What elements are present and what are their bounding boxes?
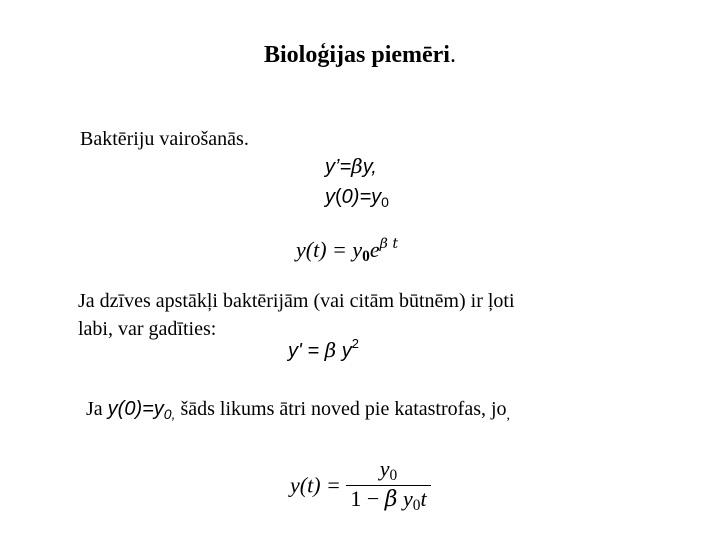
ic-open-paren: ( xyxy=(335,186,342,208)
ode-line1 xyxy=(325,154,377,179)
ode-line2 xyxy=(325,186,389,210)
ode-rhs: y, xyxy=(362,156,377,178)
ode2-lhs: y' = xyxy=(288,340,325,362)
logistic-ode xyxy=(288,336,359,363)
ic-sub: 0 xyxy=(381,194,389,210)
den-minus: − xyxy=(361,486,385,511)
title-text: Bioloģijas piemēri xyxy=(264,42,450,68)
exp-y: y xyxy=(352,237,363,262)
paragraph-line2: labi, var gadīties: xyxy=(78,318,217,340)
fraction-numerator xyxy=(346,456,430,485)
beta-symbol: β xyxy=(351,154,363,178)
den-sub: 0 xyxy=(412,497,421,514)
num-y: y xyxy=(379,456,390,481)
den-one: 1 xyxy=(350,486,362,511)
ode2-power: 2 xyxy=(351,336,359,351)
fraction-solution xyxy=(290,456,431,515)
exp-lhs: y(t) = xyxy=(296,237,353,262)
sentence-trail: , xyxy=(506,408,511,423)
den-beta: β xyxy=(384,487,398,512)
cond-y0: y xyxy=(153,398,164,420)
ode2-y: y xyxy=(336,340,352,362)
catastrophe-sentence xyxy=(86,398,510,424)
sentence-rest: šāds likums ātri noved pie katastrofas, jo xyxy=(175,398,507,420)
den-t: t xyxy=(420,486,427,511)
ic-zero: 0)= xyxy=(341,186,372,208)
title-period: . xyxy=(449,42,456,68)
exp-e: e xyxy=(369,237,380,262)
cond-y: y xyxy=(107,398,118,420)
frac-lhs: y(t) = xyxy=(290,472,347,498)
ode-lhs: y’= xyxy=(325,156,352,178)
heading-bacteria: Baktēriju vairošanās. xyxy=(80,128,249,150)
exp-sub: 0 xyxy=(362,248,370,265)
cond-paren: (0)= xyxy=(117,398,154,420)
fraction-denominator xyxy=(346,485,430,515)
exp-solution xyxy=(296,236,398,266)
ic-y0: y xyxy=(371,186,382,208)
ic-y: y xyxy=(325,186,335,208)
den-y: y xyxy=(397,486,413,511)
paragraph-line1: Ja dzīves apstākļi baktērijām (vai citām būtnēm) ir ļoti xyxy=(78,290,515,312)
num-sub: 0 xyxy=(389,467,398,484)
ode2-beta: β xyxy=(324,338,337,362)
slide-title xyxy=(0,42,720,69)
sentence-prefix: Ja xyxy=(86,398,108,420)
exp-exponent: β t xyxy=(379,236,399,252)
cond-sub: 0, xyxy=(163,406,176,422)
fraction xyxy=(346,456,430,515)
